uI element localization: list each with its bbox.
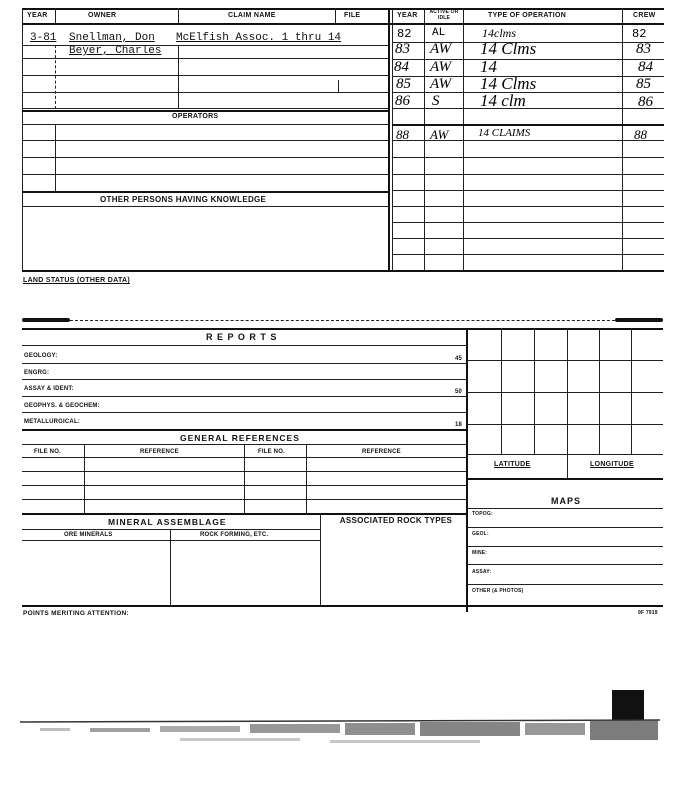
owner-row-name: Snellman, Don (69, 32, 155, 44)
crew-header: CREW (633, 12, 656, 19)
activity-crew-3: 84 (638, 59, 653, 75)
activity-year-2: 83 (395, 41, 410, 57)
report-geology: GEOLOGY: (24, 353, 58, 359)
activity-year-3: 84 (394, 59, 409, 75)
gen-ref-fileno-1: FILE NO. (34, 449, 61, 455)
longitude-label: LONGITUDE (590, 461, 634, 468)
activity-status-5: S (432, 93, 440, 109)
activity-type-4: 14 Clms (480, 74, 537, 93)
form-code: 9F 7919 (638, 610, 658, 616)
gen-ref-fileno-2: FILE NO. (258, 449, 285, 455)
active-idle-header: ACTIVE OR IDLE (429, 9, 459, 21)
claim-name-value: McElfish Assoc. 1 thru 14 (176, 32, 342, 44)
ore-minerals-header: ORE MINERALS (64, 532, 113, 538)
activity-year-6: 88 (396, 127, 409, 142)
mineral-assemblage-title: MINERAL ASSEMBLAGE (108, 517, 227, 527)
file-header: FILE (344, 12, 361, 19)
points-meriting-attention: POINTS MERITING ATTENTION: (23, 610, 130, 617)
reports-title: R E P O R T S (206, 332, 278, 342)
report-geology-code: 45 (455, 356, 463, 362)
report-metallurgical-code: 18 (455, 422, 463, 428)
activity-year-5: 86 (395, 93, 410, 109)
activity-status-3: AW (430, 59, 452, 75)
maps-other: OTHER (& PHOTOS) (472, 588, 524, 594)
claim-name-header: CLAIM NAME (228, 12, 276, 19)
activity-year-header: YEAR (397, 12, 418, 19)
activity-type-5: 14 clm (480, 91, 526, 110)
gen-ref-reference-1: REFERENCE (140, 449, 179, 455)
report-geophys: GEOPHYS. & GEOCHEM: (24, 403, 100, 409)
land-status-label: LAND STATUS (OTHER DATA) (23, 277, 131, 284)
maps-geol: GEOL: (472, 531, 489, 537)
activity-status-4: AW (430, 76, 452, 92)
owner-header: OWNER (88, 12, 117, 19)
activity-crew-1: 82 (632, 27, 647, 41)
activity-crew-5: 86 (638, 94, 653, 110)
associated-rock-types: ASSOCIATED ROCK TYPES (339, 516, 453, 525)
activity-status-2: AW (430, 41, 452, 57)
activity-year-1: 82 (397, 27, 412, 41)
report-assay-code: 50 (455, 389, 463, 395)
activity-status-1: AL (432, 27, 446, 39)
report-metallurgical: METALLURGICAL: (24, 419, 81, 425)
gen-ref-reference-2: REFERENCE (362, 449, 401, 455)
activity-type-1: 14clms (482, 26, 516, 40)
owner-row-name-2: Beyer, Charles (69, 45, 162, 57)
maps-assay: ASSAY: (472, 569, 492, 575)
knowledge-title: OTHER PERSONS HAVING KNOWLEDGE (100, 195, 267, 204)
report-engrg: ENGRG: (24, 370, 50, 376)
activity-type-6: 14 CLAIMS (478, 127, 531, 139)
operators-title: OPERATORS (172, 113, 219, 120)
activity-crew-6: 88 (634, 127, 647, 142)
activity-type-3: 14 (480, 57, 497, 76)
latitude-label: LATITUDE (494, 461, 531, 468)
maps-title: MAPS (551, 496, 582, 506)
activity-crew-4: 85 (636, 76, 651, 92)
activity-crew-2: 83 (636, 41, 651, 57)
activity-status-6: AW (430, 127, 449, 142)
report-assay: ASSAY & IDENT: (24, 386, 74, 392)
rock-forming-header: ROCK FORMING, ETC. (200, 532, 269, 538)
owner-row-year: 3-81 (30, 32, 57, 44)
activity-year-4: 85 (396, 76, 411, 92)
owner-year-header: YEAR (27, 12, 48, 19)
general-references-title: GENERAL REFERENCES (180, 433, 300, 443)
activity-type-2: 14 Clms (480, 39, 537, 58)
type-operation-header: TYPE OF OPERATION (488, 12, 567, 19)
maps-mine: MINE: (472, 550, 488, 556)
maps-topog: TOPOG: (472, 511, 493, 517)
